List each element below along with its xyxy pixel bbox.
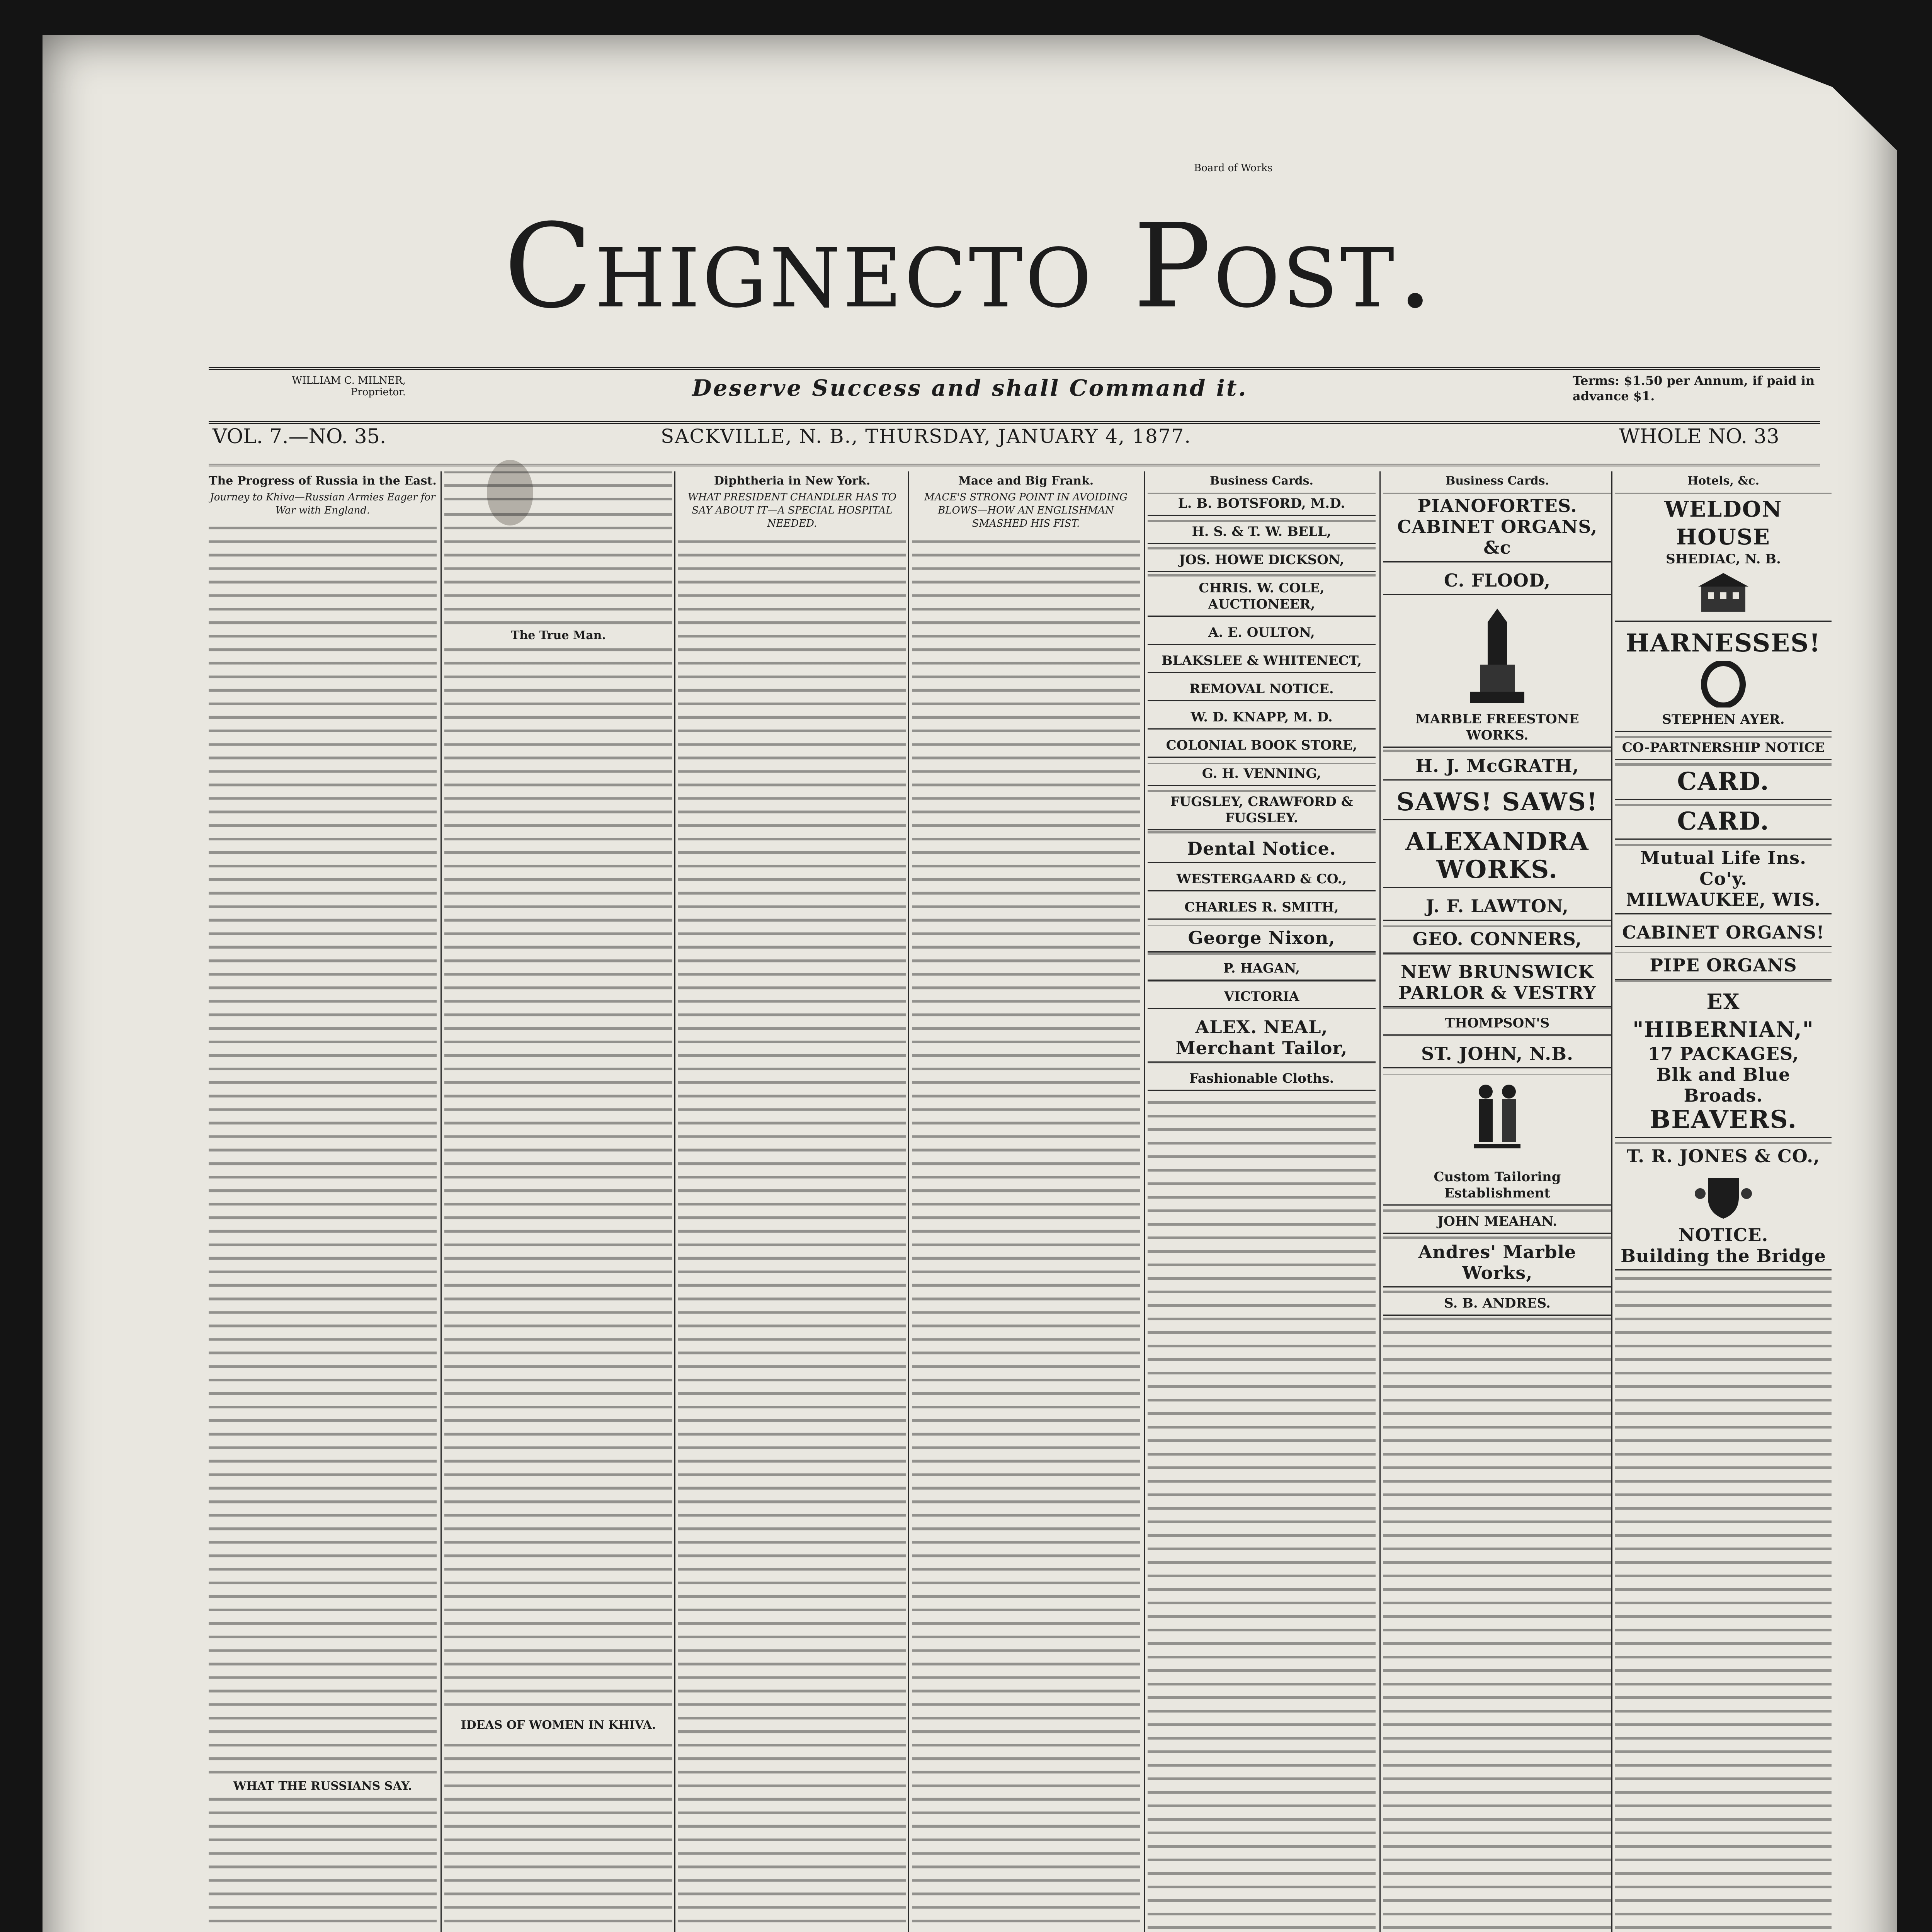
ad-card: FUGSLEY, CRAWFORD & FUGSLEY. xyxy=(1148,792,1376,830)
monument-icon xyxy=(1463,607,1532,707)
article-subhead: WHAT PRESIDENT CHANDLER HAS TO SAY ABOUT IT—A SPECIAL HOSPITAL NEEDED. xyxy=(678,491,906,530)
ad-card: J. F. LAWTON, xyxy=(1383,894,1611,921)
ad-card: CARD. xyxy=(1615,806,1832,840)
horse-collar-icon xyxy=(1696,661,1750,707)
article-subhead: MACE'S STRONG POINT IN AVOIDING BLOWS—HOW AN ENGLISHMAN SMASHED HIS FIST. xyxy=(912,491,1140,530)
ad-card: ALEX. NEAL, Merchant Tailor, xyxy=(1148,1015,1376,1063)
column-3 xyxy=(678,471,906,1932)
column-6 xyxy=(1383,471,1611,1932)
ad-card: EX "HIBERNIAN," 17 PACKAGES, Blk and Blue Broads. BEAVERS. xyxy=(1615,986,1832,1138)
ad-card: REMOVAL NOTICE. xyxy=(1148,679,1376,701)
column-7 xyxy=(1615,471,1832,1932)
ad-card: Custom Tailoring Establishment xyxy=(1383,1075,1611,1206)
ad-card: WELDON HOUSE SHEDIAC, N. B. xyxy=(1615,494,1832,622)
article-headline: The True Man. xyxy=(444,626,672,645)
ad-card: Andres' Marble Works, xyxy=(1383,1240,1611,1287)
ad-card: NEW BRUNSWICK PARLOR & VESTRY xyxy=(1383,960,1611,1007)
board-note: Board of Works xyxy=(1194,162,1273,174)
article-headline: Diphtheria in New York. xyxy=(678,471,906,491)
ad-card: WESTERGAARD & CO., xyxy=(1148,869,1376,891)
ad-card: SAWS! SAWS! xyxy=(1383,787,1611,820)
hotel-building-icon xyxy=(1694,571,1752,614)
ad-card: H. S. & T. W. BELL, xyxy=(1148,522,1376,544)
ad-card: CHARLES R. SMITH, xyxy=(1148,898,1376,920)
ad-card: COLONIAL BOOK STORE, xyxy=(1148,736,1376,758)
divider xyxy=(209,367,1820,370)
divider xyxy=(209,464,1820,466)
editor-role: Proprietor. xyxy=(350,386,406,398)
ad-card: CO-PARTNERSHIP NOTICE xyxy=(1615,738,1832,760)
ad-card: A. E. OULTON, xyxy=(1148,623,1376,645)
column-rule xyxy=(1379,471,1381,1932)
ad-card: Dental Notice. xyxy=(1148,837,1376,863)
column-rule xyxy=(440,471,442,1932)
article-subhead: Journey to Khiva—Russian Armies Eager for War with England. xyxy=(209,491,437,517)
ad-card: THOMPSON'S xyxy=(1383,1014,1611,1036)
dateline: SACKVILLE, N. B., THURSDAY, JANUARY 4, 1877. xyxy=(661,425,1192,447)
ad-card: PIPE ORGANS xyxy=(1615,953,1832,980)
column-rule xyxy=(1144,471,1145,1932)
article-headline: IDEAS OF WOMEN IN KHIVA. xyxy=(444,1716,672,1735)
ad-card: CARD. xyxy=(1615,766,1832,800)
page-title: Chignecto Post. xyxy=(503,199,1436,334)
editor-block xyxy=(236,375,406,398)
ad-card: MARBLE FREESTONE WORKS. xyxy=(1383,601,1611,748)
editor-name: WILLIAM C. MILNER, xyxy=(292,375,406,386)
volume-number: VOL. 7.—NO. 35. xyxy=(213,425,386,448)
ad-card: BLAKSLEE & WHITENECT, xyxy=(1148,651,1376,673)
newspaper-page xyxy=(43,35,1897,1932)
ad-card: G. H. VENNING, xyxy=(1148,764,1376,786)
ad-card: H. J. McGRATH, xyxy=(1383,754,1611,781)
ad-card: PIANOFORTES. CABINET ORGANS, &c xyxy=(1383,494,1611,562)
ad-card: JOHN MEAHAN. xyxy=(1383,1212,1611,1234)
divider xyxy=(209,421,1820,424)
tailor-figures-icon xyxy=(1466,1080,1528,1165)
motto: Deserve Success and shall Command it. xyxy=(692,375,1248,401)
ad-card: W. D. KNAPP, M. D. xyxy=(1148,707,1376,730)
ad-card: CHRIS. W. COLE, AUCTIONEER, xyxy=(1148,578,1376,617)
section-heading: Business Cards. xyxy=(1383,471,1611,491)
ad-card: L. B. BOTSFORD, M.D. xyxy=(1148,494,1376,516)
ad-card: Fashionable Cloths. xyxy=(1148,1069,1376,1091)
column-rule xyxy=(674,471,675,1932)
ad-card: George Nixon, xyxy=(1148,926,1376,952)
article-headline: Mace and Big Frank. xyxy=(912,471,1140,491)
column-2 xyxy=(444,471,672,1932)
ad-card: CABINET ORGANS! xyxy=(1615,920,1832,947)
column-4 xyxy=(912,471,1140,1932)
column-rule xyxy=(908,471,909,1932)
column-1 xyxy=(209,471,437,1932)
ad-card: C. FLOOD, xyxy=(1383,568,1611,595)
article-headline: The Progress of Russia in the East. xyxy=(209,471,437,491)
terms: Terms: $1.50 per Annum, if paid in advance $1. xyxy=(1573,373,1815,403)
whole-number: WHOLE NO. 33 xyxy=(1619,425,1779,448)
ad-card: HARNESSES! STEPHEN AYER. xyxy=(1615,628,1832,732)
ad-card: P. HAGAN, xyxy=(1148,959,1376,981)
section-heading: Business Cards. xyxy=(1148,471,1376,491)
ad-card: S. B. ANDRES. xyxy=(1383,1294,1611,1316)
column-rule xyxy=(1611,471,1612,1932)
column-5 xyxy=(1148,471,1376,1932)
ad-card: ST. JOHN, N.B. xyxy=(1383,1042,1611,1068)
ad-card: JOS. HOWE DICKSON, xyxy=(1148,550,1376,572)
ad-card: ALEXANDRA WORKS. xyxy=(1383,827,1611,888)
ad-card: Mutual Life Ins. Co'y. MILWAUKEE, WIS. xyxy=(1615,846,1832,914)
article-headline: WHAT THE RUSSIANS SAY. xyxy=(209,1777,437,1796)
torn-corner xyxy=(1681,35,1897,151)
ad-card: T. R. JONES & CO., NOTICE. Building the Bridge xyxy=(1615,1144,1832,1270)
ad-card: GEO. CONNERS, xyxy=(1383,927,1611,954)
ad-card: VICTORIA xyxy=(1148,987,1376,1009)
royal-arms-icon xyxy=(1692,1170,1754,1221)
section-heading: Hotels, &c. xyxy=(1615,471,1832,491)
